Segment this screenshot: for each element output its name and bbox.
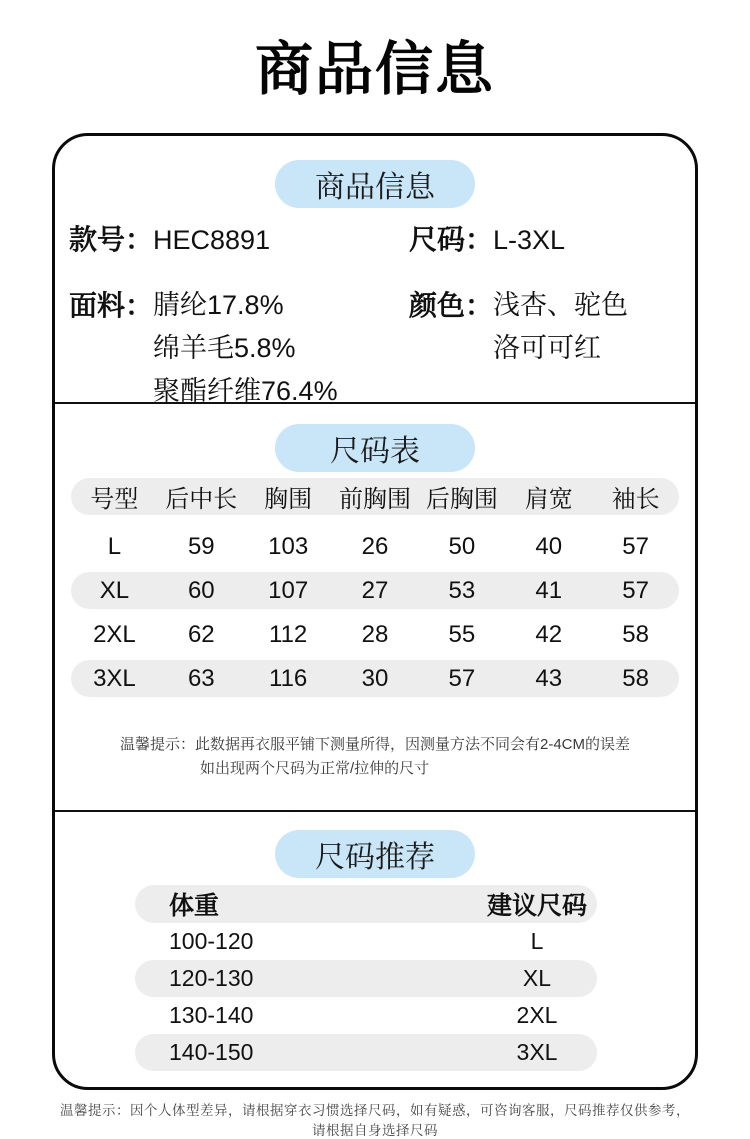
cell: 50 — [448, 532, 476, 560]
weight-cell: 130-140 — [169, 1002, 254, 1028]
col-header: 袖长 — [611, 486, 660, 513]
cell: 59 — [187, 532, 215, 560]
size-chart-note — [120, 733, 630, 781]
weight-cell: 120-130 — [169, 965, 254, 991]
cell: 63 — [187, 664, 215, 692]
col-header: 后胸围 — [425, 486, 498, 513]
style-number-label: 款号： — [69, 224, 154, 255]
fabric-field — [69, 284, 409, 413]
col-header: 胸围 — [264, 486, 313, 513]
size-recommend-pill-label: 尺码推荐 — [315, 841, 435, 874]
cell: 57 — [622, 576, 649, 604]
cell: 107 — [268, 576, 309, 604]
cell: 3XL — [93, 664, 136, 692]
size-chart-note-line2: 如出现两个尺码为正常/拉伸的尺寸 — [199, 760, 430, 777]
size-chart-note-line1 — [120, 733, 630, 757]
weight-cell: 140-150 — [169, 1039, 254, 1065]
suggest-size-header: 建议尺码 — [486, 892, 587, 920]
color-field — [409, 284, 681, 413]
color-line: 洛可可红 — [493, 333, 602, 363]
table-row — [135, 923, 597, 960]
size-chart-body — [71, 528, 679, 697]
product-info-pill-label: 商品信息 — [315, 171, 435, 204]
size-recommend-header-row — [135, 885, 597, 923]
fabric-label: 面料： — [69, 290, 154, 321]
size-cell: L — [530, 928, 544, 954]
size-chart-pill — [275, 424, 475, 472]
size-recommend-table — [135, 885, 597, 1071]
cell: L — [107, 532, 122, 560]
table-row — [71, 572, 679, 609]
size-cell: XL — [522, 965, 552, 991]
size-recommend-note: 温馨提示：因个人体型差异，请根据穿衣习惯选择尺码，如有疑惑，可咨询客服，尺码推荐仅供参考，请根据自身选择尺码 — [60, 1103, 690, 1138]
table-row — [71, 616, 679, 653]
size-chart-pill-label: 尺码表 — [330, 435, 420, 468]
col-header: 肩宽 — [524, 486, 573, 513]
note-label: 温馨提示： — [119, 736, 195, 753]
color-label: 颜色： — [409, 290, 494, 321]
table-row — [135, 960, 597, 997]
product-info-card — [52, 133, 698, 1138]
cell: 55 — [448, 620, 476, 648]
color-line: 浅杏、驼色 — [493, 290, 629, 320]
fabric-values — [153, 284, 338, 413]
size-range-label: 尺码： — [409, 224, 494, 255]
weight-cell: 100-120 — [169, 928, 254, 954]
cell: 57 — [622, 532, 649, 560]
cell: 103 — [268, 532, 309, 560]
cell: 41 — [535, 576, 563, 604]
cell: 60 — [187, 576, 215, 604]
fabric-line: 腈纶17.8% — [153, 290, 284, 320]
cell: 62 — [187, 620, 215, 648]
table-row — [71, 528, 679, 565]
style-number-value: HEC8891 — [153, 225, 271, 255]
note-text: 此数据再衣服平铺下测量所得，因测量方法不同会有2-4CM的误差 — [195, 736, 631, 753]
cell: 42 — [535, 620, 563, 648]
product-info-pill — [275, 160, 475, 208]
product-info-grid — [69, 220, 681, 413]
cell: 116 — [269, 664, 308, 692]
size-chart-header-row — [71, 478, 679, 515]
fabric-line: 绵羊毛5.8% — [153, 333, 296, 363]
cell: 2XL — [93, 620, 136, 648]
size-cell: 2XL — [516, 1002, 558, 1028]
cell: 28 — [361, 620, 389, 648]
col-header: 号型 — [90, 486, 139, 513]
cell: 27 — [361, 576, 389, 604]
table-row — [135, 997, 597, 1034]
col-header: 前胸围 — [339, 486, 411, 513]
cell: 40 — [535, 532, 563, 560]
table-row — [135, 1034, 597, 1071]
size-range-field — [409, 220, 681, 260]
size-recommend-pill — [275, 830, 475, 878]
cell: 57 — [448, 664, 476, 692]
style-number-field — [69, 220, 409, 260]
cell: 112 — [269, 620, 308, 648]
cell: 58 — [622, 620, 649, 648]
cell: 26 — [361, 532, 389, 560]
page-title: 商品信息 — [254, 37, 495, 102]
size-range-value: L-3XL — [493, 225, 566, 255]
size-chart-table — [71, 478, 679, 697]
weight-header: 体重 — [169, 892, 220, 920]
cell: 53 — [448, 576, 476, 604]
section-product-info — [55, 160, 695, 404]
color-values — [493, 284, 628, 370]
cell: 58 — [622, 664, 649, 692]
section-size-recommend — [55, 830, 695, 1138]
col-header: 后中长 — [165, 486, 238, 513]
table-row — [71, 660, 679, 697]
cell: XL — [99, 576, 130, 604]
section-size-chart — [55, 424, 695, 812]
fabric-line: 聚酯纤维76.4% — [153, 376, 338, 406]
size-cell: 3XL — [516, 1039, 558, 1065]
cell: 30 — [361, 664, 389, 692]
cell: 43 — [535, 664, 563, 692]
